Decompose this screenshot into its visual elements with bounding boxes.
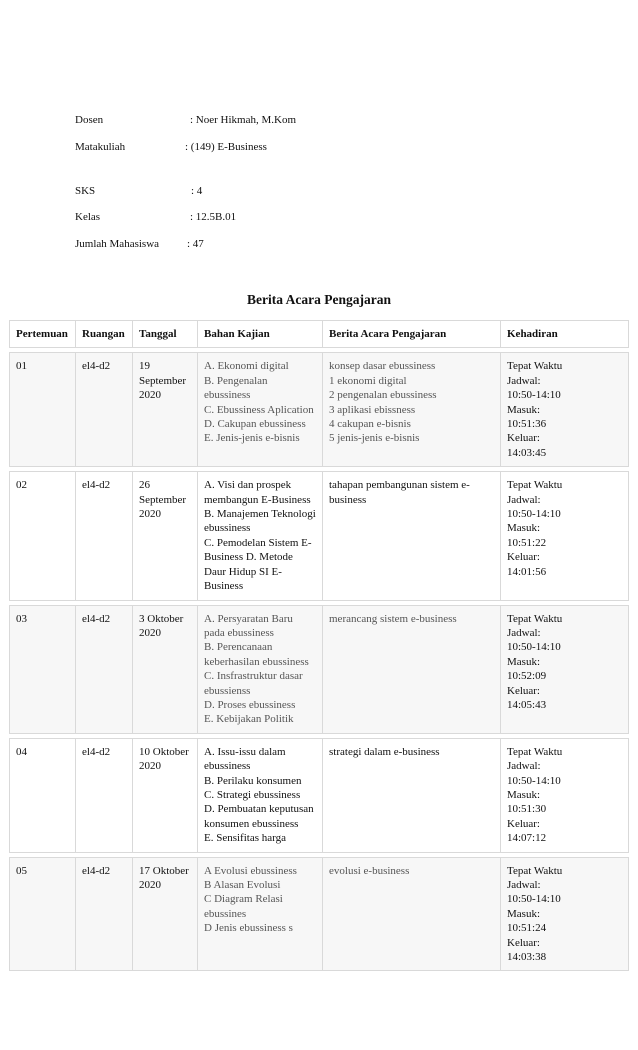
table-body xyxy=(10,348,629,971)
kehadiran-line: 10:50-14:10 xyxy=(507,389,561,402)
tanggal-cell: 3 Oktober 2020 xyxy=(133,605,198,733)
bahan-kajian-line: A. Visi dan prospek membangun E-Business xyxy=(204,479,311,506)
ruangan-cell: el4-d2 xyxy=(76,472,133,600)
table-row xyxy=(10,738,629,852)
kehadiran-line: Keluar: xyxy=(507,684,540,697)
kelas-label: Kelas xyxy=(75,211,101,223)
kehadiran-line: Jadwal: xyxy=(507,760,541,773)
kehadiran-cell xyxy=(501,738,629,852)
kehadiran-line: 10:51:24 xyxy=(507,922,547,935)
pertemuan-cell: 01 xyxy=(10,353,76,467)
sks-value: : 4 xyxy=(191,185,203,197)
kehadiran-line: Tepat Waktu xyxy=(507,479,563,492)
kehadiran-line: 10:52:09 xyxy=(507,670,547,683)
kehadiran-line: 14:01:56 xyxy=(507,565,547,578)
ruangan-cell: el4-d2 xyxy=(76,738,133,852)
kehadiran-line: 10:50-14:10 xyxy=(507,641,561,654)
kehadiran-line: Jadwal: xyxy=(507,374,541,387)
bahan-kajian-line: D Jenis ebussiness s xyxy=(204,922,293,935)
tanggal-cell: 10 Oktober 2020 xyxy=(133,738,198,852)
bahan-kajian-line: C. Strategi ebussiness xyxy=(204,788,301,801)
berita-acara-cell xyxy=(323,353,501,467)
bahan-kajian-cell xyxy=(198,738,323,852)
kehadiran-line: Masuk: xyxy=(507,907,540,920)
kehadiran-line: 10:51:22 xyxy=(507,536,547,549)
table-header-row xyxy=(10,321,629,348)
bahan-kajian-line: C Diagram Relasi ebussines xyxy=(204,893,283,920)
bahan-kajian-line: B. Pengenalan ebussiness xyxy=(204,374,268,402)
kehadiran-line: Tepat Waktu xyxy=(507,360,563,373)
kehadiran-line: Keluar: xyxy=(507,551,540,564)
kehadiran-line: 10:50-14:10 xyxy=(507,893,561,906)
bahan-kajian-line: B. Manajemen Teknologi ebussiness xyxy=(204,508,316,535)
berita-acara-line: konsep dasar ebussiness xyxy=(329,360,436,373)
berita-acara-cell xyxy=(323,472,501,600)
berita-acara-line: strategi dalam e-business xyxy=(329,745,440,758)
kehadiran-line: Masuk: xyxy=(507,788,540,801)
bahan-kajian-cell xyxy=(198,353,323,467)
bahan-kajian-cell xyxy=(198,857,323,971)
kehadiran-cell xyxy=(501,605,629,733)
page-title: Berita Acara Pengajaran xyxy=(247,292,391,307)
berita-acara-line: evolusi e-business xyxy=(329,864,410,877)
kehadiran-line: Tepat Waktu xyxy=(507,745,563,758)
bahan-kajian-line: E. Sensifitas harga xyxy=(204,832,286,845)
matakuliah-label: Matakuliah xyxy=(75,141,126,153)
kehadiran-line: 10:51:30 xyxy=(507,803,547,816)
pertemuan-cell: 03 xyxy=(10,605,76,733)
berita-acara-line: 3 aplikasi ebissness xyxy=(329,403,416,416)
kehadiran-line: 14:03:45 xyxy=(507,446,547,459)
bahan-kajian-line: C. Ebussiness Aplication xyxy=(204,403,314,416)
pertemuan-cell: 04 xyxy=(10,738,76,852)
sks-label: SKS xyxy=(75,185,96,197)
pertemuan-cell: 02 xyxy=(10,472,76,600)
ruangan-cell: el4-d2 xyxy=(76,857,133,971)
kehadiran-line: Keluar: xyxy=(507,817,540,830)
berita-acara-cell xyxy=(323,738,501,852)
berita-acara-line: tahapan pembangunan sistem e-business xyxy=(329,479,470,506)
bahan-kajian-line: B. Perilaku konsumen xyxy=(204,774,302,787)
kehadiran-line: Masuk: xyxy=(507,655,540,668)
kehadiran-line: Tepat Waktu xyxy=(507,612,563,625)
kehadiran-line: Tepat Waktu xyxy=(507,864,563,877)
table-row xyxy=(10,857,629,971)
bahan-kajian-line: B. Perencanaan keberhasilan ebussiness xyxy=(204,641,309,668)
berita-acara-line: merancang sistem e-business xyxy=(329,612,457,625)
tanggal-cell: 19 September 2020 xyxy=(133,353,198,467)
berita-acara-line: 1 ekonomi digital xyxy=(329,374,407,387)
kehadiran-line: Masuk: xyxy=(507,522,540,535)
kehadiran-line: Jadwal: xyxy=(507,626,541,639)
kehadiran-line: Keluar: xyxy=(507,432,540,445)
kehadiran-line: Jadwal: xyxy=(507,493,541,506)
bahan-kajian-cell xyxy=(198,472,323,600)
kehadiran-cell xyxy=(501,472,629,600)
bahan-kajian-line: E. Jenis-jenis e-bisnis xyxy=(204,432,300,445)
bahan-kajian-line: D. Pembuatan keputusan konsumen ebussiness xyxy=(204,803,314,830)
jumlah-mahasiswa-label: Jumlah Mahasiswa xyxy=(75,238,160,250)
table-row xyxy=(10,353,629,467)
bahan-kajian-line: B Alasan Evolusi xyxy=(204,879,281,891)
table-row xyxy=(10,605,629,733)
berita-acara-cell xyxy=(323,605,501,733)
col-header-ruangan: Ruangan xyxy=(76,321,133,348)
col-header-pertemuan: Pertemuan xyxy=(10,321,76,348)
jumlah-mahasiswa-value: : 47 xyxy=(187,238,204,250)
kehadiran-line: 10:51:36 xyxy=(507,418,547,431)
tanggal-cell: 26 September 2020 xyxy=(133,472,198,600)
berita-acara-line: 2 pengenalan ebussiness xyxy=(329,389,437,402)
bahan-kajian-line: C. Pemodelan Sistem E- Business D. Metode Daur Hidup SI E- Business xyxy=(204,536,312,593)
matakuliah-value: : (149) E-Business xyxy=(185,141,267,153)
ruangan-cell: el4-d2 xyxy=(76,605,133,733)
bahan-kajian-line: D. Cakupan ebussiness xyxy=(204,418,306,431)
kehadiran-line: 14:05:43 xyxy=(507,698,547,711)
kehadiran-line: 14:07:12 xyxy=(507,832,547,845)
kehadiran-line: Keluar: xyxy=(507,936,540,949)
bahan-kajian-line: A. Persyaratan Baru pada ebussiness xyxy=(204,612,293,639)
kehadiran-line: Jadwal: xyxy=(507,879,541,891)
kehadiran-line: 10:50-14:10 xyxy=(507,774,561,787)
bahan-kajian-line: C. Insfrastruktur dasar ebussienss xyxy=(204,670,303,697)
bahan-kajian-cell xyxy=(198,605,323,733)
ruangan-cell: el4-d2 xyxy=(76,353,133,467)
kelas-value: : 12.5B.01 xyxy=(190,211,237,223)
bahan-kajian-line: D. Proses ebussiness xyxy=(204,698,296,711)
bahan-kajian-line: E. Kebijakan Politik xyxy=(204,713,294,726)
kehadiran-line: 10:50-14:10 xyxy=(507,508,561,521)
col-header-berita-acara: Berita Acara Pengajaran xyxy=(323,321,501,348)
berita-acara-line: 5 jenis-jenis e-bisnis xyxy=(329,432,420,445)
berita-acara-line: 4 cakupan e-bisnis xyxy=(329,418,411,431)
tanggal-cell: 17 Oktober 2020 xyxy=(133,857,198,971)
kehadiran-cell xyxy=(501,353,629,467)
kehadiran-line: Masuk: xyxy=(507,403,540,416)
dosen-label: Dosen xyxy=(75,114,104,126)
kehadiran-cell xyxy=(501,857,629,971)
kehadiran-line: 14:03:38 xyxy=(507,951,547,964)
berita-acara-table xyxy=(9,320,629,971)
col-header-kehadiran: Kehadiran xyxy=(501,321,629,348)
col-header-bahan-kajian: Bahan Kajian xyxy=(198,321,323,348)
col-header-tanggal: Tanggal xyxy=(133,321,198,348)
berita-acara-cell xyxy=(323,857,501,971)
table-row xyxy=(10,472,629,600)
bahan-kajian-line: A. Ekonomi digital xyxy=(204,360,289,373)
dosen-value: : Noer Hikmah, M.Kom xyxy=(190,114,297,126)
pertemuan-cell: 05 xyxy=(10,857,76,971)
bahan-kajian-line: A Evolusi ebussiness xyxy=(204,864,297,877)
bahan-kajian-line: A. Issu-issu dalam ebussiness xyxy=(204,745,286,773)
